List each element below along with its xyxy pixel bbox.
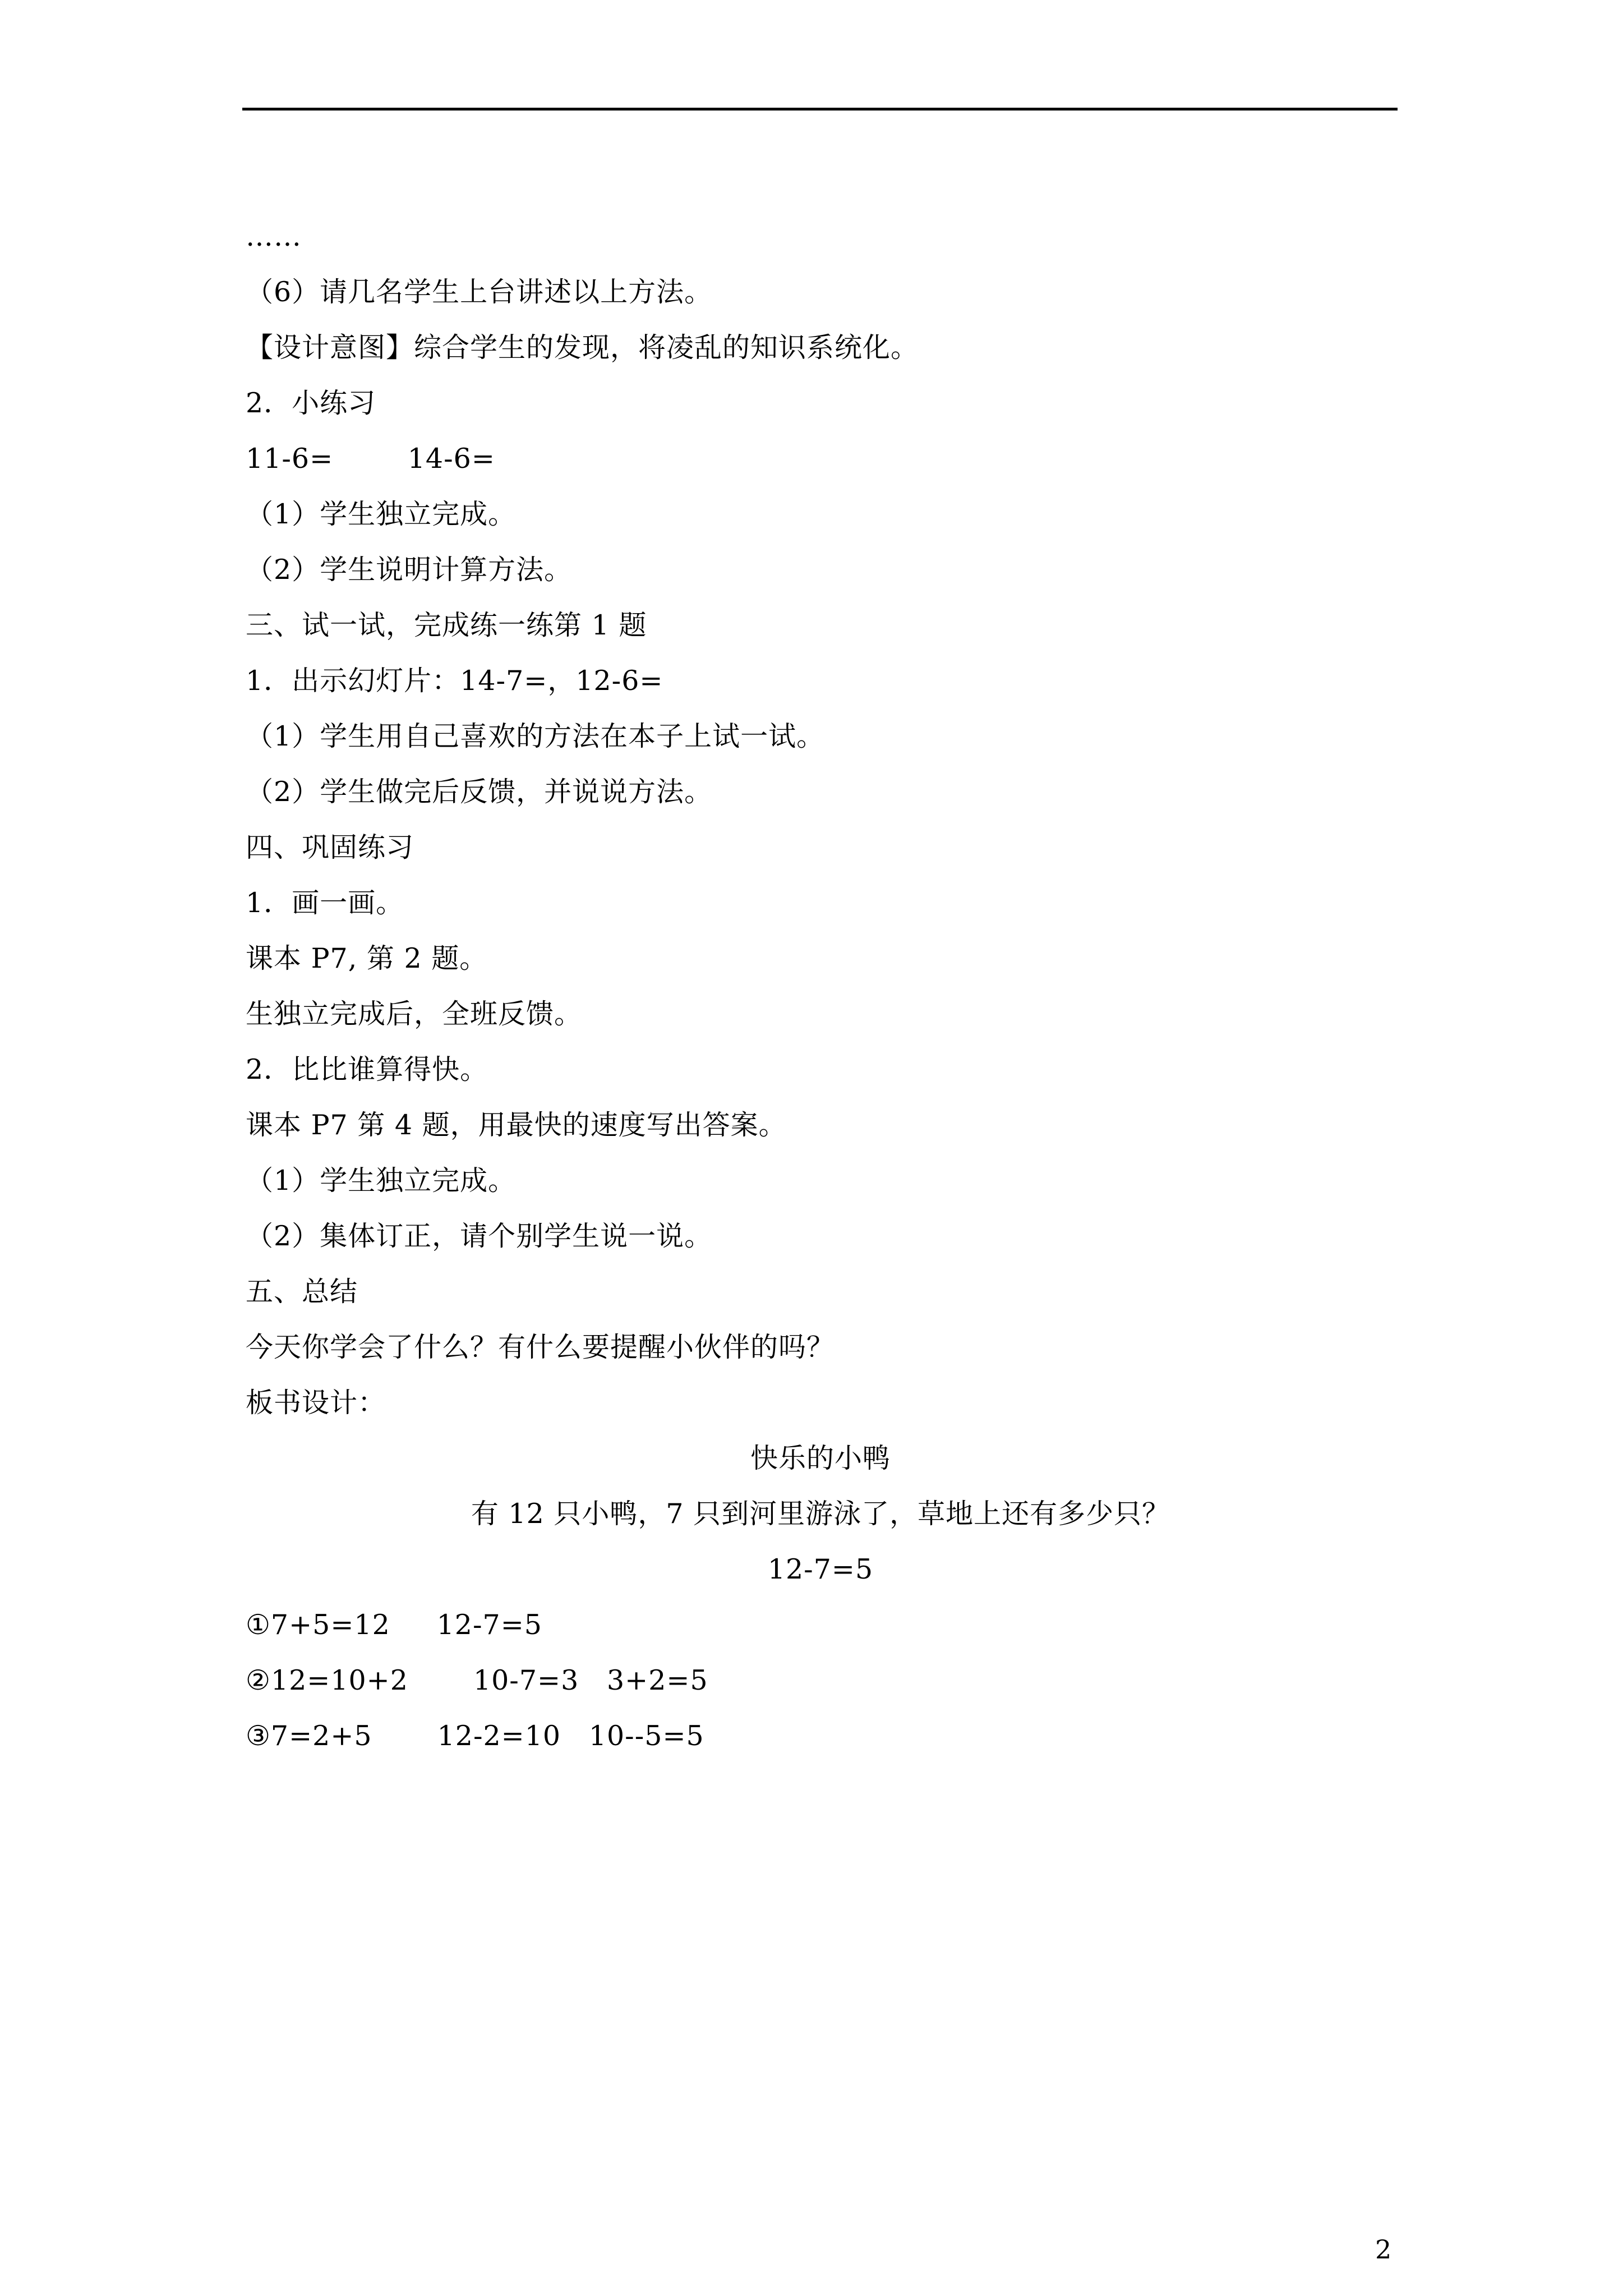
practice-equations: 11-6= 14-6= xyxy=(246,443,495,475)
draw-heading: 1．画一画。 xyxy=(246,887,404,919)
speed-heading: 2．比比谁算得快。 xyxy=(246,1053,488,1085)
slide-line: 1．出示幻灯片：14-7=，12-6= xyxy=(246,665,663,697)
board-title: 快乐的小鸭 xyxy=(750,1442,891,1474)
document-body xyxy=(246,209,1395,1764)
try-step-1: （1）学生用自己喜欢的方法在本子上试一试。 xyxy=(246,720,825,752)
speed-step-1: （1）学生独立完成。 xyxy=(246,1165,517,1197)
section-5-heading: 五、总结 xyxy=(246,1276,358,1308)
page-number: 2 xyxy=(1375,2234,1392,2265)
class-feedback-line: 生独立完成后，全班反馈。 xyxy=(246,998,583,1030)
board-design-label: 板书设计： xyxy=(246,1387,386,1419)
section-4-heading: 四、巩固练习 xyxy=(246,831,414,863)
speed-step-2: （2）集体订正，请个别学生说一说。 xyxy=(246,1220,713,1252)
header-rule xyxy=(242,108,1398,111)
board-method-1: ①7+5=12 12-7=5 xyxy=(246,1609,542,1641)
board-equation: 12-7=5 xyxy=(767,1553,874,1585)
section-3-heading: 三、试一试，完成练一练第 1 题 xyxy=(246,609,647,641)
practice-step-1: （1）学生独立完成。 xyxy=(246,498,517,530)
textbook-p7-q2: 课本 P7, 第 2 题。 xyxy=(246,942,488,974)
board-method-2: ②12=10+2 10-7=3 3+2=5 xyxy=(246,1664,708,1696)
try-step-2: （2）学生做完后反馈，并说说方法。 xyxy=(246,776,713,808)
board-problem: 有 12 只小鸭，7 只到河里游泳了，草地上还有多少只？ xyxy=(471,1498,1170,1530)
board-method-3: ③7=2+5 12-2=10 10--5=5 xyxy=(246,1720,704,1752)
step-6-line: （6）请几名学生上台讲述以上方法。 xyxy=(246,276,713,308)
ellipsis-line: …… xyxy=(246,220,302,252)
textbook-p7-q4: 课本 P7 第 4 题，用最快的速度写出答案。 xyxy=(246,1109,787,1141)
practice-step-2: （2）学生说明计算方法。 xyxy=(246,554,573,586)
summary-question: 今天你学会了什么？有什么要提醒小伙伴的吗？ xyxy=(246,1331,835,1363)
design-intent-line: 【设计意图】综合学生的发现，将凌乱的知识系统化。 xyxy=(246,332,919,364)
practice-heading: 2．小练习 xyxy=(246,387,376,419)
